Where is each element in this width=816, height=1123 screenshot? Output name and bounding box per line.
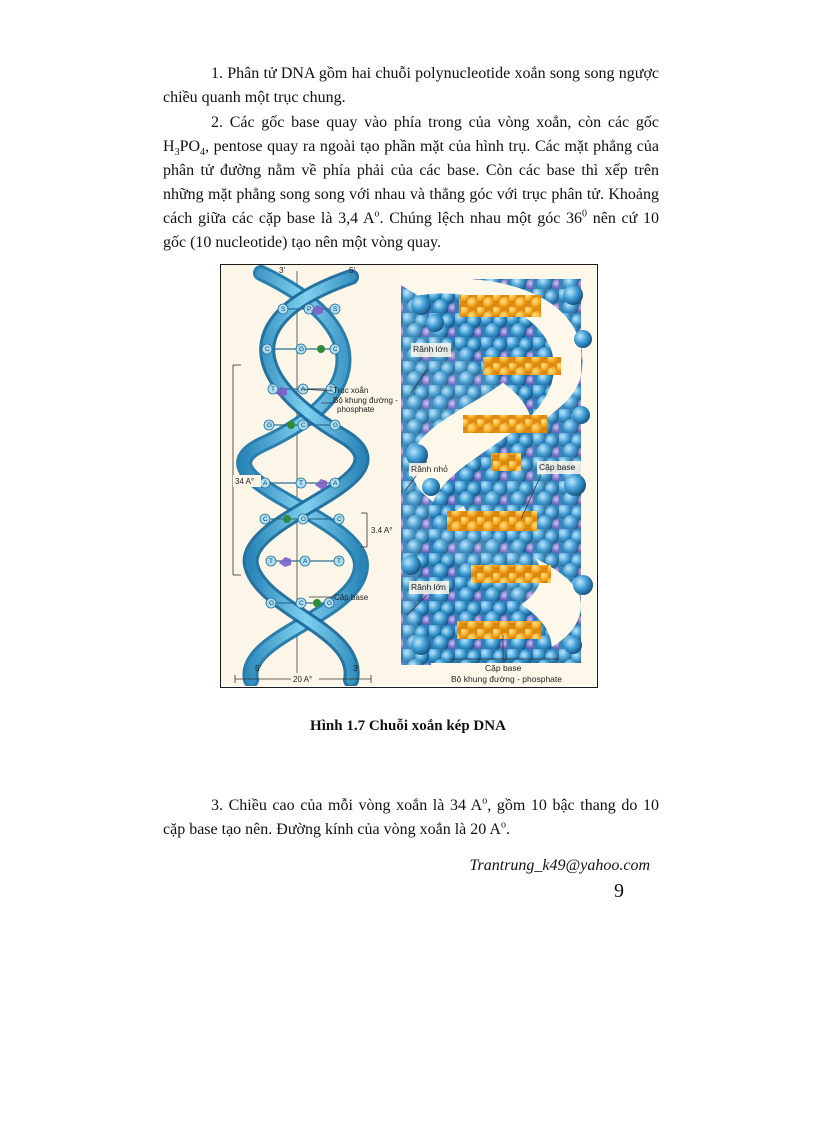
rung-6-mid: G [301, 516, 307, 523]
rung-5-mid: T [299, 480, 303, 487]
rung-4-mid: C [301, 422, 306, 429]
rung-1-left: S [281, 306, 286, 313]
rung-6-left: C [263, 516, 268, 523]
author-email: Trantrung_k49@yahoo.com [469, 857, 650, 874]
axis-label: Trục xoắn [333, 386, 369, 395]
rung-4-right: G [333, 422, 339, 429]
dna-figure [220, 264, 598, 688]
p2-sup-0: 0 [582, 208, 588, 220]
backbone-label-1: Bộ khung đường - [333, 396, 398, 405]
rung-3-right: T [329, 386, 333, 393]
major-groove-bottom-label: Rãnh lớn [411, 582, 446, 592]
p2-sup-o: o [374, 208, 380, 220]
rung-2-right: C [333, 346, 338, 353]
rung-1-right: S [333, 306, 338, 313]
bottom-base-pair-label: Cặp base [485, 663, 522, 673]
rung-5-right: A [333, 480, 338, 487]
p2-mid: , pentose quay ra ngoài tạo phần mặt của hình trụ. Các mặt phẳng của phân tử đường nằm về phía phải của các base. Còn các base thì xếp trên những mặt phẳng song song với nhau và thẳng góc với trục phân tử. Khoảng cách giữa các cặp base là 3,4 A [163, 138, 659, 227]
p2-suffix: nên cứ 10 gốc (10 nucleotide) tạo nên một vòng quay. [163, 210, 659, 251]
rung-6-right: C [337, 516, 342, 523]
paragraph-2 [163, 111, 659, 255]
rung-7-left: T [269, 558, 273, 565]
top-right-end-label: 5' [349, 266, 355, 275]
p3-mid: , gồm 10 bậc thang do 10 cặp base tạo nên. Đường kính của vòng xoắn là 20 A [163, 797, 659, 838]
minor-groove-label: Rãnh nhỏ [411, 464, 448, 474]
diameter-label: 20 A° [293, 675, 313, 684]
base-pair-label-left: Cặp base [334, 593, 369, 602]
p2-mid2: . Chúng lệch nhau một góc 36 [379, 210, 583, 227]
bottom-left-end-label: 5' [255, 664, 261, 673]
p3-sup-2: o [500, 819, 506, 831]
p3-prefix: 3. Chiều cao của mỗi vòng xoắn là 34 A [211, 797, 483, 814]
bottom-backbone-label: Bộ khung đường - phosphate [451, 674, 562, 684]
p2-h: H [163, 138, 175, 155]
rung-1-mid: P [307, 306, 312, 313]
bottom-right-end-label: 3' [353, 664, 359, 673]
figure-caption: Hình 1.7 Chuỗi xoắn kép DNA [310, 718, 506, 734]
page-number: 9 [614, 880, 624, 902]
p2-sub4: 4 [200, 147, 206, 159]
paragraph-3 [163, 794, 659, 842]
rung-3-left: T [271, 386, 275, 393]
major-groove-top-label: Rãnh lớn [413, 344, 448, 354]
rung-8-mid: C [299, 600, 304, 607]
p3-sup-1: o [482, 795, 488, 807]
rung-2-left: C [265, 346, 270, 353]
base-pair-label-right: Cặp base [539, 462, 576, 472]
rung-8-left: G [269, 600, 275, 607]
rung-2-mid: G [299, 346, 305, 353]
dna-illustration [221, 265, 596, 686]
rung-7-right: T [337, 558, 341, 565]
rung-3-mid: A [301, 386, 306, 393]
base-spacing-label: 3.4 A° [371, 526, 393, 535]
paragraph-1: 1. Phân tử DNA gồm hai chuỗi polynucleotide xoắn song song ngược chiều quanh một trục chung. [163, 65, 659, 106]
rung-4-left: G [267, 422, 273, 429]
rung-5-left: A [263, 480, 268, 487]
p2-sub3: 3 [174, 147, 180, 159]
p2-po: PO [179, 138, 201, 155]
p2-prefix: 2. Các gốc base quay vào phía trong của vòng xoắn, còn các gốc [211, 114, 659, 131]
rung-7-mid: A [303, 558, 308, 565]
backbone-label-2: phosphate [337, 405, 375, 414]
rung-8-right: G [327, 600, 333, 607]
top-left-end-label: 3' [279, 266, 285, 275]
p3-suffix: . [505, 821, 510, 838]
pitch-label: 34 A° [235, 477, 255, 486]
